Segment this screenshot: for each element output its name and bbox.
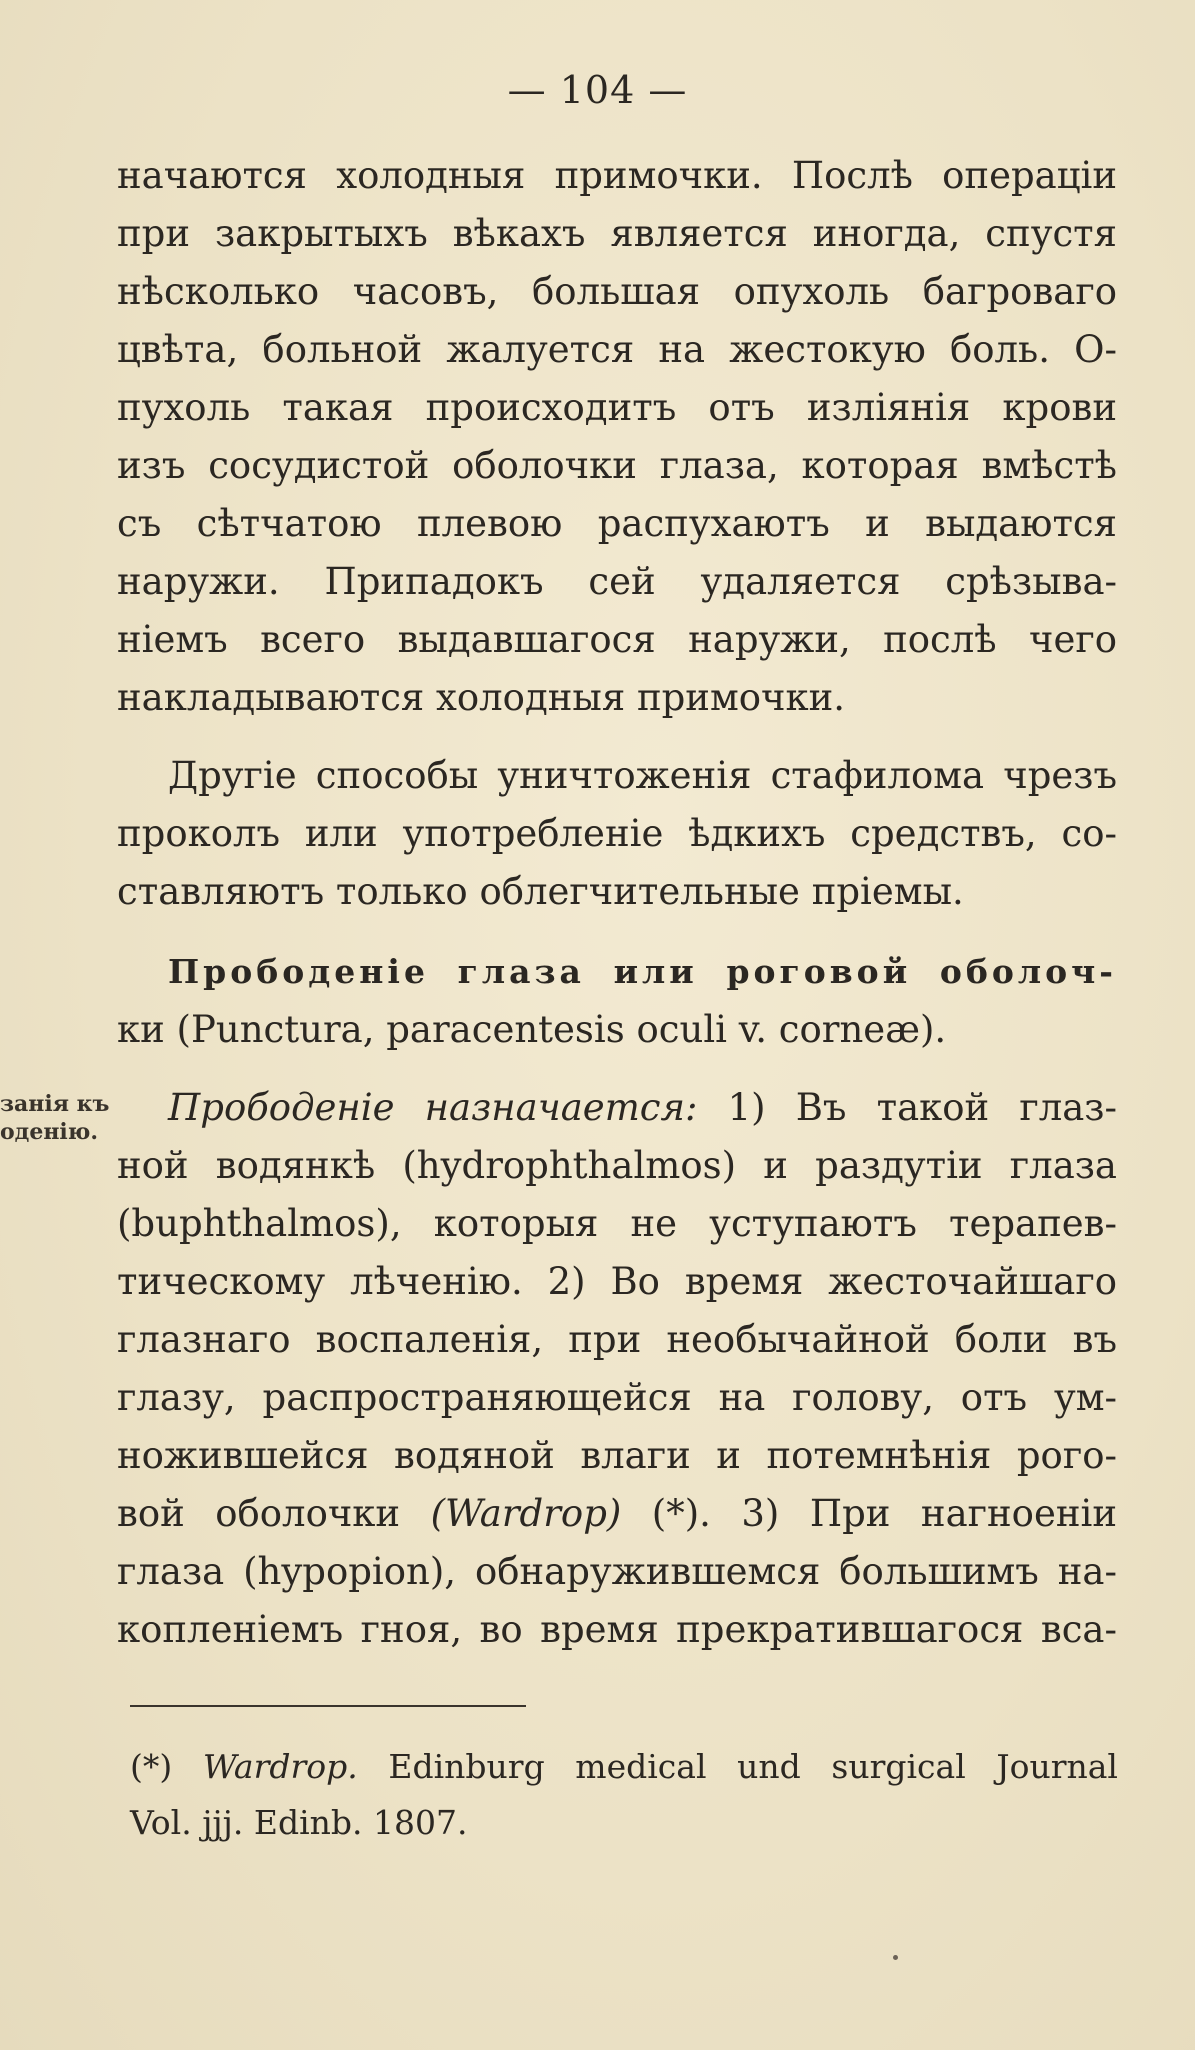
text-run: 1) Въ такой глаз-	[697, 1086, 1117, 1129]
text-run: вой оболочки	[117, 1492, 431, 1535]
italic-term: Прободеніе назначается:	[168, 1086, 698, 1129]
paper-speck	[893, 1955, 898, 1960]
text-line: глазнаго воспаленія, при необычайной боли въ	[117, 1318, 1117, 1361]
text-line: нѣсколько часовъ, большая опухоль багроваго	[117, 270, 1117, 313]
text-line: глаза (hypopion), обнаружившемся большимъ на-	[117, 1550, 1117, 1593]
text-line: Другіе способы уничтоженія стафилома чрезъ	[168, 754, 1117, 797]
text-line	[168, 1084, 1117, 1132]
margin-note	[0, 1090, 109, 1146]
text-line: изъ сосудистой оболочки глаза, которая вмѣстѣ	[117, 444, 1117, 487]
text-line: начаются холодныя примочки. Послѣ операціи	[117, 154, 1117, 197]
text-line: копленіемъ гноя, во время прекратившагося вса-	[117, 1608, 1117, 1651]
footnote-line	[130, 1745, 1118, 1789]
text-line: ной водянкѣ (hydrophthalmos) и раздутіи глаза	[117, 1144, 1117, 1187]
margin-note-line: оденію.	[0, 1119, 99, 1145]
text-line: накладываются холодныя примочки.	[117, 676, 846, 719]
text-line: проколъ или употребленіе ѣдкихъ средствъ, со-	[117, 812, 1117, 855]
text-line: ніемъ всего выдавшагося наружи, послѣ чего	[117, 618, 1117, 661]
footnote-line: Vol. jjj. Edinb. 1807.	[130, 1803, 468, 1842]
text-line: (buphthalmos), которыя не уступаютъ терапев-	[117, 1202, 1117, 1245]
margin-note-line: занія къ	[0, 1091, 110, 1117]
text-line: тическому лѣченію. 2) Во время жесточайшаго	[117, 1260, 1117, 1303]
footnote-divider	[130, 1705, 526, 1707]
section-heading-cont: ки (Punctura, paracentesis oculi v. corneæ).	[117, 1008, 947, 1051]
text-line: ножившейся водяной влаги и потемнѣнія рого-	[117, 1434, 1117, 1477]
text-line: ставляютъ только облегчительные пріемы.	[117, 870, 964, 913]
section-heading: Прободеніе глаза или роговой оболоч-	[168, 952, 1117, 991]
text-run: Edinburg medical und surgical Journal	[357, 1747, 1118, 1786]
footnote-marker: (*)	[130, 1747, 203, 1786]
text-run: (*). 3) При нагноеніи	[621, 1492, 1117, 1535]
page-number: — 104 —	[507, 68, 688, 112]
text-line: цвѣта, больной жалуется на жестокую боль. О-	[117, 328, 1117, 371]
text-line: съ сѣтчатою плевою распухаютъ и выдаются	[117, 502, 1117, 545]
text-line	[117, 1490, 1117, 1538]
text-line: наружи. Припадокъ сей удаляется срѣзыва-	[117, 560, 1117, 603]
text-line: пухоль такая происходитъ отъ изліянія крови	[117, 386, 1117, 429]
text-line: глазу, распространяющейся на голову, отъ ум-	[117, 1376, 1117, 1419]
italic-citation: (Wardrop)	[430, 1492, 622, 1535]
text-line: при закрытыхъ вѣкахъ является иногда, спустя	[117, 212, 1117, 255]
footnote-author: Wardrop.	[202, 1747, 358, 1786]
